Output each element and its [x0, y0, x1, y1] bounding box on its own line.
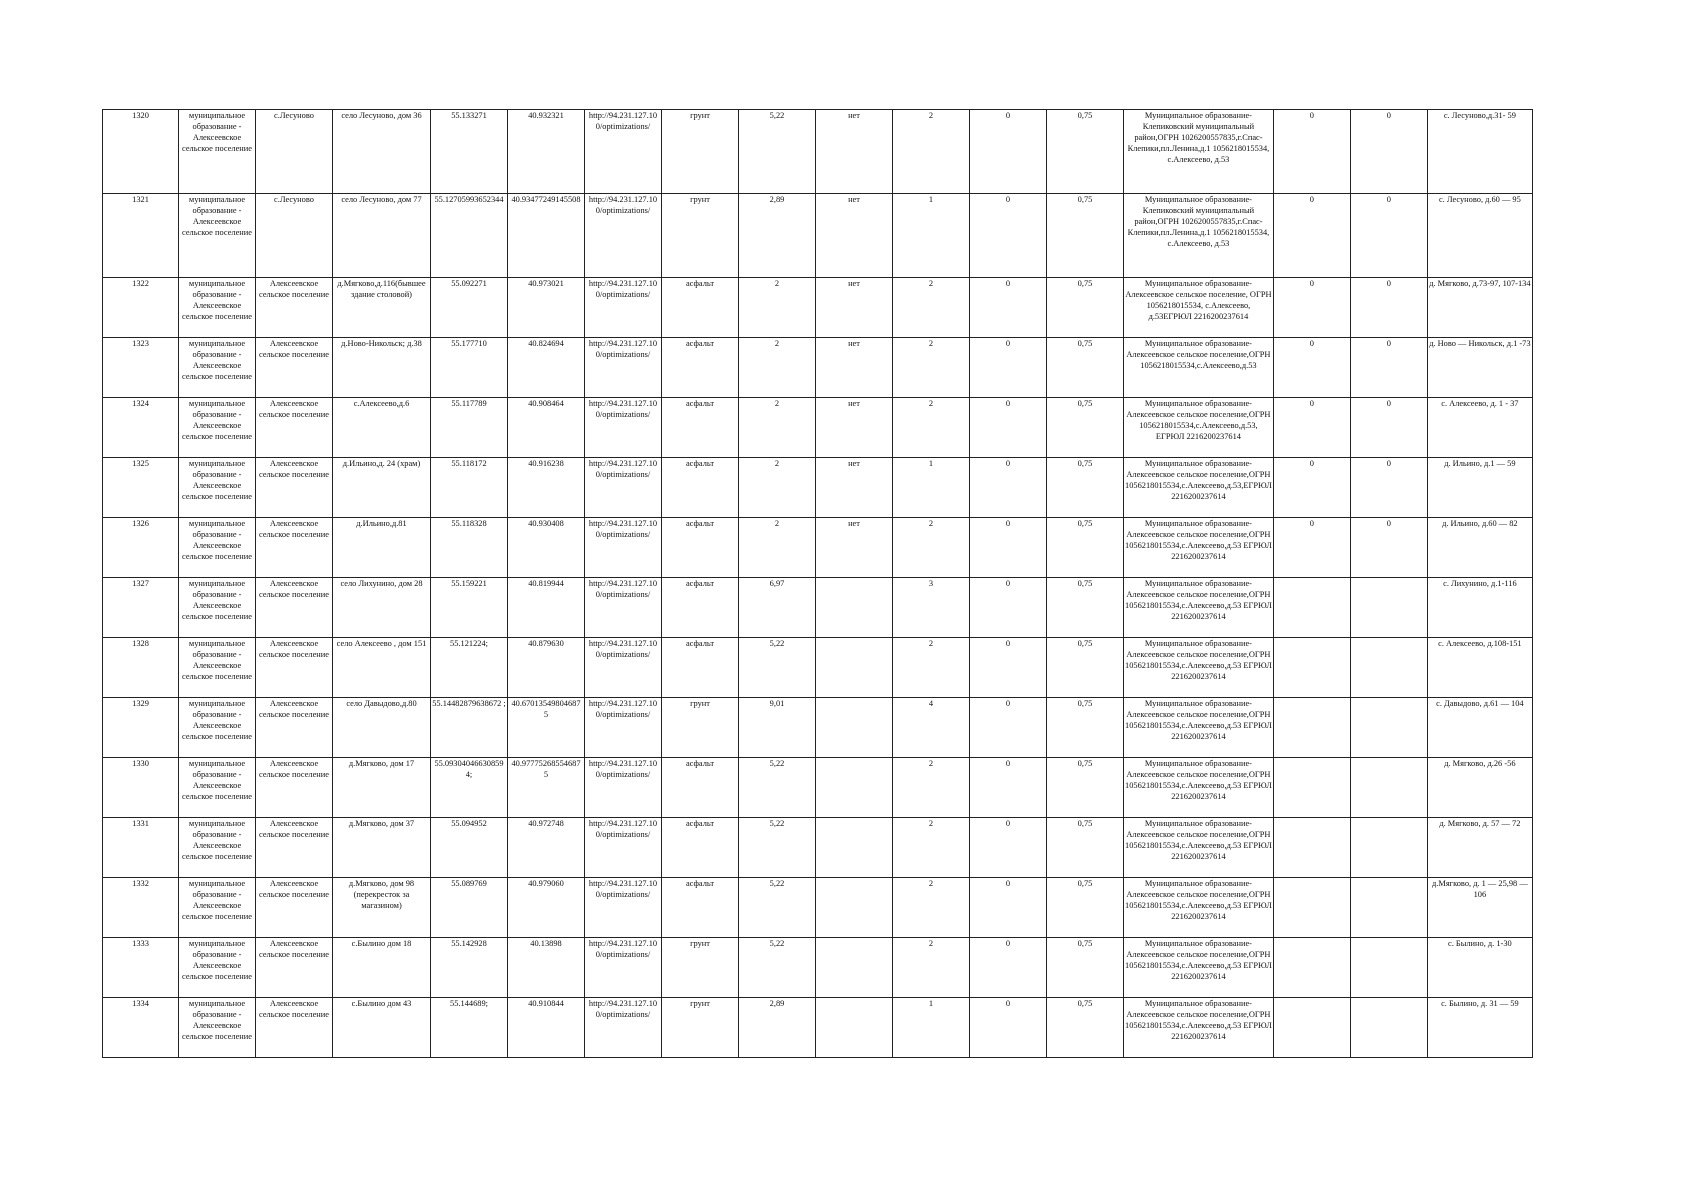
column-11-cell: 0 — [970, 818, 1047, 878]
row-number-cell: 1329 — [103, 698, 179, 758]
row-number-cell: 1323 — [103, 338, 179, 398]
address-cell: д.Ильино,д. 24 (храм) — [333, 458, 431, 518]
source-cell: д. Ново — Никольск, д.1 -73 — [1427, 338, 1532, 398]
url-cell: http://94.231.127.10 0/optimizations/ — [585, 110, 662, 194]
surface-cell: асфальт — [662, 458, 739, 518]
surface-cell: грунт — [662, 698, 739, 758]
shelter-cell — [816, 938, 893, 998]
column-15-cell: 0 — [1350, 194, 1427, 278]
volume-cell: 0,75 — [1047, 518, 1124, 578]
owner-cell: муниципальное образование - Алексеевское сельское поселение — [179, 194, 256, 278]
area-cell: 2,89 — [739, 194, 816, 278]
organization-cell: Муниципальное образование-Алексеевское сельское поселение,ОГРН 1056218015534,с.Алексеево,д.53,ЕГРЮЛ 2216200237614 — [1124, 458, 1274, 518]
container-count-cell: 1 — [893, 458, 970, 518]
table-row — [103, 578, 1533, 638]
source-cell: д. Мягково, д.73-97, 107-134 — [1427, 278, 1532, 338]
column-15-cell: 0 — [1350, 398, 1427, 458]
settlement-cell: Алексеевское сельское поселение — [256, 878, 333, 938]
area-cell: 9,01 — [739, 698, 816, 758]
address-cell: д.Мягково, дом 98 (перекресток за магазином) — [333, 878, 431, 938]
column-11-cell: 0 — [970, 998, 1047, 1058]
latitude-cell: 55.118328 — [431, 518, 508, 578]
address-cell: д.Мягково, дом 37 — [333, 818, 431, 878]
table-row — [103, 818, 1533, 878]
column-15-cell: 0 — [1350, 110, 1427, 194]
surface-cell: асфальт — [662, 758, 739, 818]
organization-cell: Муниципальное образование-Алексеевское сельское поселение,ОГРН 1056218015534,с.Алексеево,д.53 ЕГРЮЛ 2216200237614 — [1124, 878, 1274, 938]
url-cell: http://94.231.127.10 0/optimizations/ — [585, 998, 662, 1058]
container-count-cell: 2 — [893, 278, 970, 338]
owner-cell: муниципальное образование - Алексеевское сельское поселение — [179, 998, 256, 1058]
volume-cell: 0,75 — [1047, 278, 1124, 338]
volume-cell: 0,75 — [1047, 338, 1124, 398]
area-cell: 5,22 — [739, 758, 816, 818]
area-cell: 5,22 — [739, 110, 816, 194]
row-number-cell: 1330 — [103, 758, 179, 818]
surface-cell: грунт — [662, 998, 739, 1058]
column-14-cell: 0 — [1273, 110, 1350, 194]
longitude-cell: 40.908464 — [508, 398, 585, 458]
owner-cell: муниципальное образование - Алексеевское сельское поселение — [179, 878, 256, 938]
column-14-cell: 0 — [1273, 398, 1350, 458]
container-count-cell: 3 — [893, 578, 970, 638]
url-cell: http://94.231.127.10 0/optimizations/ — [585, 818, 662, 878]
longitude-cell: 40.13898 — [508, 938, 585, 998]
shelter-cell: нет — [816, 398, 893, 458]
latitude-cell: 55.159221 — [431, 578, 508, 638]
surface-cell: асфальт — [662, 338, 739, 398]
organization-cell: Муниципальное образование-Алексеевское сельское поселение,ОГРН 1056218015534,с.Алексеево,д.53 ЕГРЮЛ 2216200237614 — [1124, 998, 1274, 1058]
table-row — [103, 518, 1533, 578]
source-cell: с. Алексеево, д.108-151 — [1427, 638, 1532, 698]
longitude-cell: 40.879630 — [508, 638, 585, 698]
row-number-cell: 1332 — [103, 878, 179, 938]
shelter-cell: нет — [816, 338, 893, 398]
column-15-cell — [1350, 758, 1427, 818]
address-cell: с.Былино дом 18 — [333, 938, 431, 998]
longitude-cell: 40.930408 — [508, 518, 585, 578]
address-cell: село Давыдово,д.80 — [333, 698, 431, 758]
url-cell: http://94.231.127.10 0/optimizations/ — [585, 278, 662, 338]
url-cell: http://94.231.127.10 0/optimizations/ — [585, 518, 662, 578]
shelter-cell — [816, 638, 893, 698]
owner-cell: муниципальное образование - Алексеевское сельское поселение — [179, 458, 256, 518]
organization-cell: Муниципальное образование-Алексеевское сельское поселение,ОГРН 1056218015534,с.Алексеево,д.53 ЕГРЮЛ 2216200237614 — [1124, 818, 1274, 878]
organization-cell: Муниципальное образование-Клепиковский муниципальный район,ОГРН 1026200557835,г.Спас-Клепики,пл.Ленина,д.1 1056218015534, с.Алексеево, д.53 — [1124, 194, 1274, 278]
latitude-cell: 55.118172 — [431, 458, 508, 518]
column-11-cell: 0 — [970, 338, 1047, 398]
longitude-cell: 40.979060 — [508, 878, 585, 938]
address-cell: д.Мягково,д.116(бывшее здание столовой) — [333, 278, 431, 338]
organization-cell: Муниципальное образование-Алексеевское сельское поселение, ОГРН 1056218015534, с.Алексеево, д.53ЕГРЮЛ 2216200237614 — [1124, 278, 1274, 338]
column-15-cell — [1350, 878, 1427, 938]
container-count-cell: 2 — [893, 398, 970, 458]
volume-cell: 0,75 — [1047, 758, 1124, 818]
table-row — [103, 698, 1533, 758]
organization-cell: Муниципальное образование-Алексеевское сельское поселение,ОГРН 1056218015534,с.Алексеево,д.53, ЕГРЮЛ 2216200237614 — [1124, 398, 1274, 458]
column-14-cell: 0 — [1273, 194, 1350, 278]
table-row — [103, 194, 1533, 278]
row-number-cell: 1321 — [103, 194, 179, 278]
column-11-cell: 0 — [970, 878, 1047, 938]
url-cell: http://94.231.127.10 0/optimizations/ — [585, 458, 662, 518]
table-row — [103, 758, 1533, 818]
organization-cell: Муниципальное образование-Алексеевское сельское поселение,ОГРН 1056218015534,с.Алексеево,д.53 ЕГРЮЛ 2216200237614 — [1124, 938, 1274, 998]
table-row — [103, 398, 1533, 458]
organization-cell: Муниципальное образование-Алексеевское сельское поселение,ОГРН 1056218015534,с.Алексеево,д.53 ЕГРЮЛ 2216200237614 — [1124, 698, 1274, 758]
table-row — [103, 998, 1533, 1058]
organization-cell: Муниципальное образование-Клепиковский муниципальный район,ОГРН 1026200557835,г.Спас-Клепики,пл.Ленина,д.1 1056218015534, с.Алексеево, д.53 — [1124, 110, 1274, 194]
longitude-cell: 40.93477249145508 — [508, 194, 585, 278]
longitude-cell: 40.932321 — [508, 110, 585, 194]
column-15-cell: 0 — [1350, 458, 1427, 518]
source-cell: д. Мягково, д. 57 — 72 — [1427, 818, 1532, 878]
settlement-cell: с.Лесуново — [256, 110, 333, 194]
area-cell: 2,89 — [739, 998, 816, 1058]
column-15-cell — [1350, 578, 1427, 638]
table-row — [103, 638, 1533, 698]
organization-cell: Муниципальное образование-Алексеевское сельское поселение,ОГРН 1056218015534,с.Алексеево,д.53 — [1124, 338, 1274, 398]
column-11-cell: 0 — [970, 398, 1047, 458]
column-14-cell — [1273, 998, 1350, 1058]
table-row — [103, 278, 1533, 338]
volume-cell: 0,75 — [1047, 818, 1124, 878]
row-number-cell: 1324 — [103, 398, 179, 458]
surface-cell: асфальт — [662, 278, 739, 338]
row-number-cell: 1322 — [103, 278, 179, 338]
longitude-cell: 40.67013549804687 5 — [508, 698, 585, 758]
url-cell: http://94.231.127.10 0/optimizations/ — [585, 878, 662, 938]
organization-cell: Муниципальное образование-Алексеевское сельское поселение,ОГРН 1056218015534,с.Алексеево,д.53 ЕГРЮЛ 2216200237614 — [1124, 758, 1274, 818]
longitude-cell: 40.910844 — [508, 998, 585, 1058]
table-row — [103, 110, 1533, 194]
longitude-cell: 40.972748 — [508, 818, 585, 878]
source-cell: д.Мягково, д. 1 — 25,98 — 106 — [1427, 878, 1532, 938]
volume-cell: 0,75 — [1047, 398, 1124, 458]
latitude-cell: 55.14482879638672 ; — [431, 698, 508, 758]
container-count-cell: 2 — [893, 758, 970, 818]
area-cell: 5,22 — [739, 638, 816, 698]
table-row — [103, 338, 1533, 398]
surface-cell: асфальт — [662, 818, 739, 878]
address-cell: село Лихунино, дом 28 — [333, 578, 431, 638]
organization-cell: Муниципальное образование-Алексеевское сельское поселение,ОГРН 1056218015534,с.Алексеево,д.53 ЕГРЮЛ 2216200237614 — [1124, 518, 1274, 578]
column-14-cell — [1273, 878, 1350, 938]
column-14-cell: 0 — [1273, 338, 1350, 398]
url-cell: http://94.231.127.10 0/optimizations/ — [585, 338, 662, 398]
shelter-cell: нет — [816, 194, 893, 278]
source-cell: с. Былино, д. 1-30 — [1427, 938, 1532, 998]
owner-cell: муниципальное образование - Алексеевское сельское поселение — [179, 758, 256, 818]
column-14-cell — [1273, 758, 1350, 818]
column-11-cell: 0 — [970, 638, 1047, 698]
container-count-cell: 2 — [893, 518, 970, 578]
owner-cell: муниципальное образование - Алексеевское сельское поселение — [179, 518, 256, 578]
area-cell: 5,22 — [739, 878, 816, 938]
area-cell: 2 — [739, 278, 816, 338]
address-cell: с.Алексеево,д.6 — [333, 398, 431, 458]
surface-cell: грунт — [662, 110, 739, 194]
owner-cell: муниципальное образование - Алексеевское сельское поселение — [179, 578, 256, 638]
shelter-cell — [816, 818, 893, 878]
column-11-cell: 0 — [970, 278, 1047, 338]
column-15-cell — [1350, 698, 1427, 758]
settlement-cell: Алексеевское сельское поселение — [256, 698, 333, 758]
address-cell: д.Ново-Никольск; д.38 — [333, 338, 431, 398]
url-cell: http://94.231.127.10 0/optimizations/ — [585, 578, 662, 638]
source-cell: с. Былино, д. 31 — 59 — [1427, 998, 1532, 1058]
source-cell: с. Давыдово, д.61 — 104 — [1427, 698, 1532, 758]
column-11-cell: 0 — [970, 458, 1047, 518]
row-number-cell: 1320 — [103, 110, 179, 194]
shelter-cell — [816, 698, 893, 758]
latitude-cell: 55.089769 — [431, 878, 508, 938]
owner-cell: муниципальное образование - Алексеевское сельское поселение — [179, 818, 256, 878]
settlement-cell: Алексеевское сельское поселение — [256, 278, 333, 338]
volume-cell: 0,75 — [1047, 194, 1124, 278]
owner-cell: муниципальное образование - Алексеевское сельское поселение — [179, 638, 256, 698]
table-body — [103, 110, 1533, 1058]
area-cell: 2 — [739, 338, 816, 398]
url-cell: http://94.231.127.10 0/optimizations/ — [585, 398, 662, 458]
owner-cell: муниципальное образование - Алексеевское сельское поселение — [179, 398, 256, 458]
latitude-cell: 55.142928 — [431, 938, 508, 998]
source-cell: с. Лесуново,д.31- 59 — [1427, 110, 1532, 194]
table-row — [103, 458, 1533, 518]
latitude-cell: 55.094952 — [431, 818, 508, 878]
area-cell: 6,97 — [739, 578, 816, 638]
address-cell: д.Мягково, дом 17 — [333, 758, 431, 818]
volume-cell: 0,75 — [1047, 578, 1124, 638]
container-count-cell: 4 — [893, 698, 970, 758]
column-14-cell — [1273, 698, 1350, 758]
surface-cell: грунт — [662, 194, 739, 278]
table-row — [103, 878, 1533, 938]
volume-cell: 0,75 — [1047, 698, 1124, 758]
owner-cell: муниципальное образование - Алексеевское сельское поселение — [179, 938, 256, 998]
column-15-cell: 0 — [1350, 518, 1427, 578]
row-number-cell: 1327 — [103, 578, 179, 638]
column-11-cell: 0 — [970, 518, 1047, 578]
owner-cell: муниципальное образование - Алексеевское сельское поселение — [179, 278, 256, 338]
shelter-cell — [816, 998, 893, 1058]
latitude-cell: 55.117789 — [431, 398, 508, 458]
container-count-cell: 2 — [893, 110, 970, 194]
shelter-cell: нет — [816, 458, 893, 518]
column-14-cell: 0 — [1273, 518, 1350, 578]
container-count-cell: 1 — [893, 194, 970, 278]
volume-cell: 0,75 — [1047, 878, 1124, 938]
row-number-cell: 1331 — [103, 818, 179, 878]
volume-cell: 0,75 — [1047, 458, 1124, 518]
settlement-cell: Алексеевское сельское поселение — [256, 818, 333, 878]
latitude-cell: 55.12705993652344 — [431, 194, 508, 278]
table-row — [103, 938, 1533, 998]
url-cell: http://94.231.127.10 0/optimizations/ — [585, 758, 662, 818]
column-14-cell — [1273, 938, 1350, 998]
source-cell: д. Ильино, д.60 — 82 — [1427, 518, 1532, 578]
container-count-cell: 2 — [893, 878, 970, 938]
column-14-cell — [1273, 578, 1350, 638]
settlement-cell: Алексеевское сельское поселение — [256, 938, 333, 998]
container-count-cell: 2 — [893, 818, 970, 878]
url-cell: http://94.231.127.10 0/optimizations/ — [585, 194, 662, 278]
settlement-cell: Алексеевское сельское поселение — [256, 338, 333, 398]
address-cell: село Лесуново, дом 77 — [333, 194, 431, 278]
row-number-cell: 1333 — [103, 938, 179, 998]
settlement-cell: Алексеевское сельское поселение — [256, 578, 333, 638]
settlement-cell: Алексеевское сельское поселение — [256, 638, 333, 698]
surface-cell: асфальт — [662, 398, 739, 458]
volume-cell: 0,75 — [1047, 110, 1124, 194]
settlement-cell: с.Лесуново — [256, 194, 333, 278]
settlement-cell: Алексеевское сельское поселение — [256, 458, 333, 518]
container-count-cell: 1 — [893, 998, 970, 1058]
row-number-cell: 1334 — [103, 998, 179, 1058]
owner-cell: муниципальное образование - Алексеевское сельское поселение — [179, 338, 256, 398]
source-cell: с. Алексеево, д. 1 - 37 — [1427, 398, 1532, 458]
url-cell: http://94.231.127.10 0/optimizations/ — [585, 638, 662, 698]
container-sites-table — [102, 109, 1533, 1058]
url-cell: http://94.231.127.10 0/optimizations/ — [585, 938, 662, 998]
surface-cell: асфальт — [662, 578, 739, 638]
column-11-cell: 0 — [970, 578, 1047, 638]
shelter-cell — [816, 578, 893, 638]
shelter-cell — [816, 878, 893, 938]
column-15-cell: 0 — [1350, 338, 1427, 398]
url-cell: http://94.231.127.10 0/optimizations/ — [585, 698, 662, 758]
address-cell: с.Былино дом 43 — [333, 998, 431, 1058]
area-cell: 2 — [739, 518, 816, 578]
column-11-cell: 0 — [970, 758, 1047, 818]
row-number-cell: 1328 — [103, 638, 179, 698]
organization-cell: Муниципальное образование-Алексеевское сельское поселение,ОГРН 1056218015534,с.Алексеево,д.53 ЕГРЮЛ 2216200237614 — [1124, 638, 1274, 698]
shelter-cell: нет — [816, 110, 893, 194]
source-cell: с. Лихунино, д.1-116 — [1427, 578, 1532, 638]
latitude-cell: 55.09304046630859 4; — [431, 758, 508, 818]
shelter-cell: нет — [816, 518, 893, 578]
column-14-cell: 0 — [1273, 458, 1350, 518]
longitude-cell: 40.819944 — [508, 578, 585, 638]
area-cell: 2 — [739, 398, 816, 458]
column-15-cell: 0 — [1350, 278, 1427, 338]
area-cell: 5,22 — [739, 818, 816, 878]
column-15-cell — [1350, 998, 1427, 1058]
column-14-cell — [1273, 818, 1350, 878]
longitude-cell: 40.973021 — [508, 278, 585, 338]
settlement-cell: Алексеевское сельское поселение — [256, 398, 333, 458]
settlement-cell: Алексеевское сельское поселение — [256, 518, 333, 578]
column-11-cell: 0 — [970, 698, 1047, 758]
organization-cell: Муниципальное образование-Алексеевское сельское поселение,ОГРН 1056218015534,с.Алексеево,д.53 ЕГРЮЛ 2216200237614 — [1124, 578, 1274, 638]
owner-cell: муниципальное образование - Алексеевское сельское поселение — [179, 110, 256, 194]
area-cell: 2 — [739, 458, 816, 518]
column-15-cell — [1350, 938, 1427, 998]
owner-cell: муниципальное образование - Алексеевское сельское поселение — [179, 698, 256, 758]
volume-cell: 0,75 — [1047, 938, 1124, 998]
longitude-cell: 40.916238 — [508, 458, 585, 518]
address-cell: село Лесуново, дом 36 — [333, 110, 431, 194]
source-cell: с. Лесуново, д.60 — 95 — [1427, 194, 1532, 278]
latitude-cell: 55.121224; — [431, 638, 508, 698]
container-count-cell: 2 — [893, 638, 970, 698]
address-cell: д.Ильино,д.81 — [333, 518, 431, 578]
column-11-cell: 0 — [970, 194, 1047, 278]
source-cell: д. Ильино, д.1 — 59 — [1427, 458, 1532, 518]
row-number-cell: 1325 — [103, 458, 179, 518]
column-11-cell: 0 — [970, 938, 1047, 998]
address-cell: село Алексеево , дом 151 — [333, 638, 431, 698]
column-15-cell — [1350, 818, 1427, 878]
row-number-cell: 1326 — [103, 518, 179, 578]
settlement-cell: Алексеевское сельское поселение — [256, 758, 333, 818]
area-cell: 5,22 — [739, 938, 816, 998]
shelter-cell: нет — [816, 278, 893, 338]
longitude-cell: 40.824694 — [508, 338, 585, 398]
surface-cell: грунт — [662, 938, 739, 998]
container-count-cell: 2 — [893, 338, 970, 398]
column-15-cell — [1350, 638, 1427, 698]
surface-cell: асфальт — [662, 518, 739, 578]
latitude-cell: 55.144689; — [431, 998, 508, 1058]
surface-cell: асфальт — [662, 638, 739, 698]
column-14-cell — [1273, 638, 1350, 698]
column-14-cell: 0 — [1273, 278, 1350, 338]
column-11-cell: 0 — [970, 110, 1047, 194]
settlement-cell: Алексеевское сельское поселение — [256, 998, 333, 1058]
surface-cell: асфальт — [662, 878, 739, 938]
longitude-cell: 40.97775268554687 5 — [508, 758, 585, 818]
container-count-cell: 2 — [893, 938, 970, 998]
latitude-cell: 55.177710 — [431, 338, 508, 398]
latitude-cell: 55.133271 — [431, 110, 508, 194]
latitude-cell: 55.092271 — [431, 278, 508, 338]
source-cell: д. Мягково, д.26 -56 — [1427, 758, 1532, 818]
shelter-cell — [816, 758, 893, 818]
volume-cell: 0,75 — [1047, 638, 1124, 698]
volume-cell: 0,75 — [1047, 998, 1124, 1058]
